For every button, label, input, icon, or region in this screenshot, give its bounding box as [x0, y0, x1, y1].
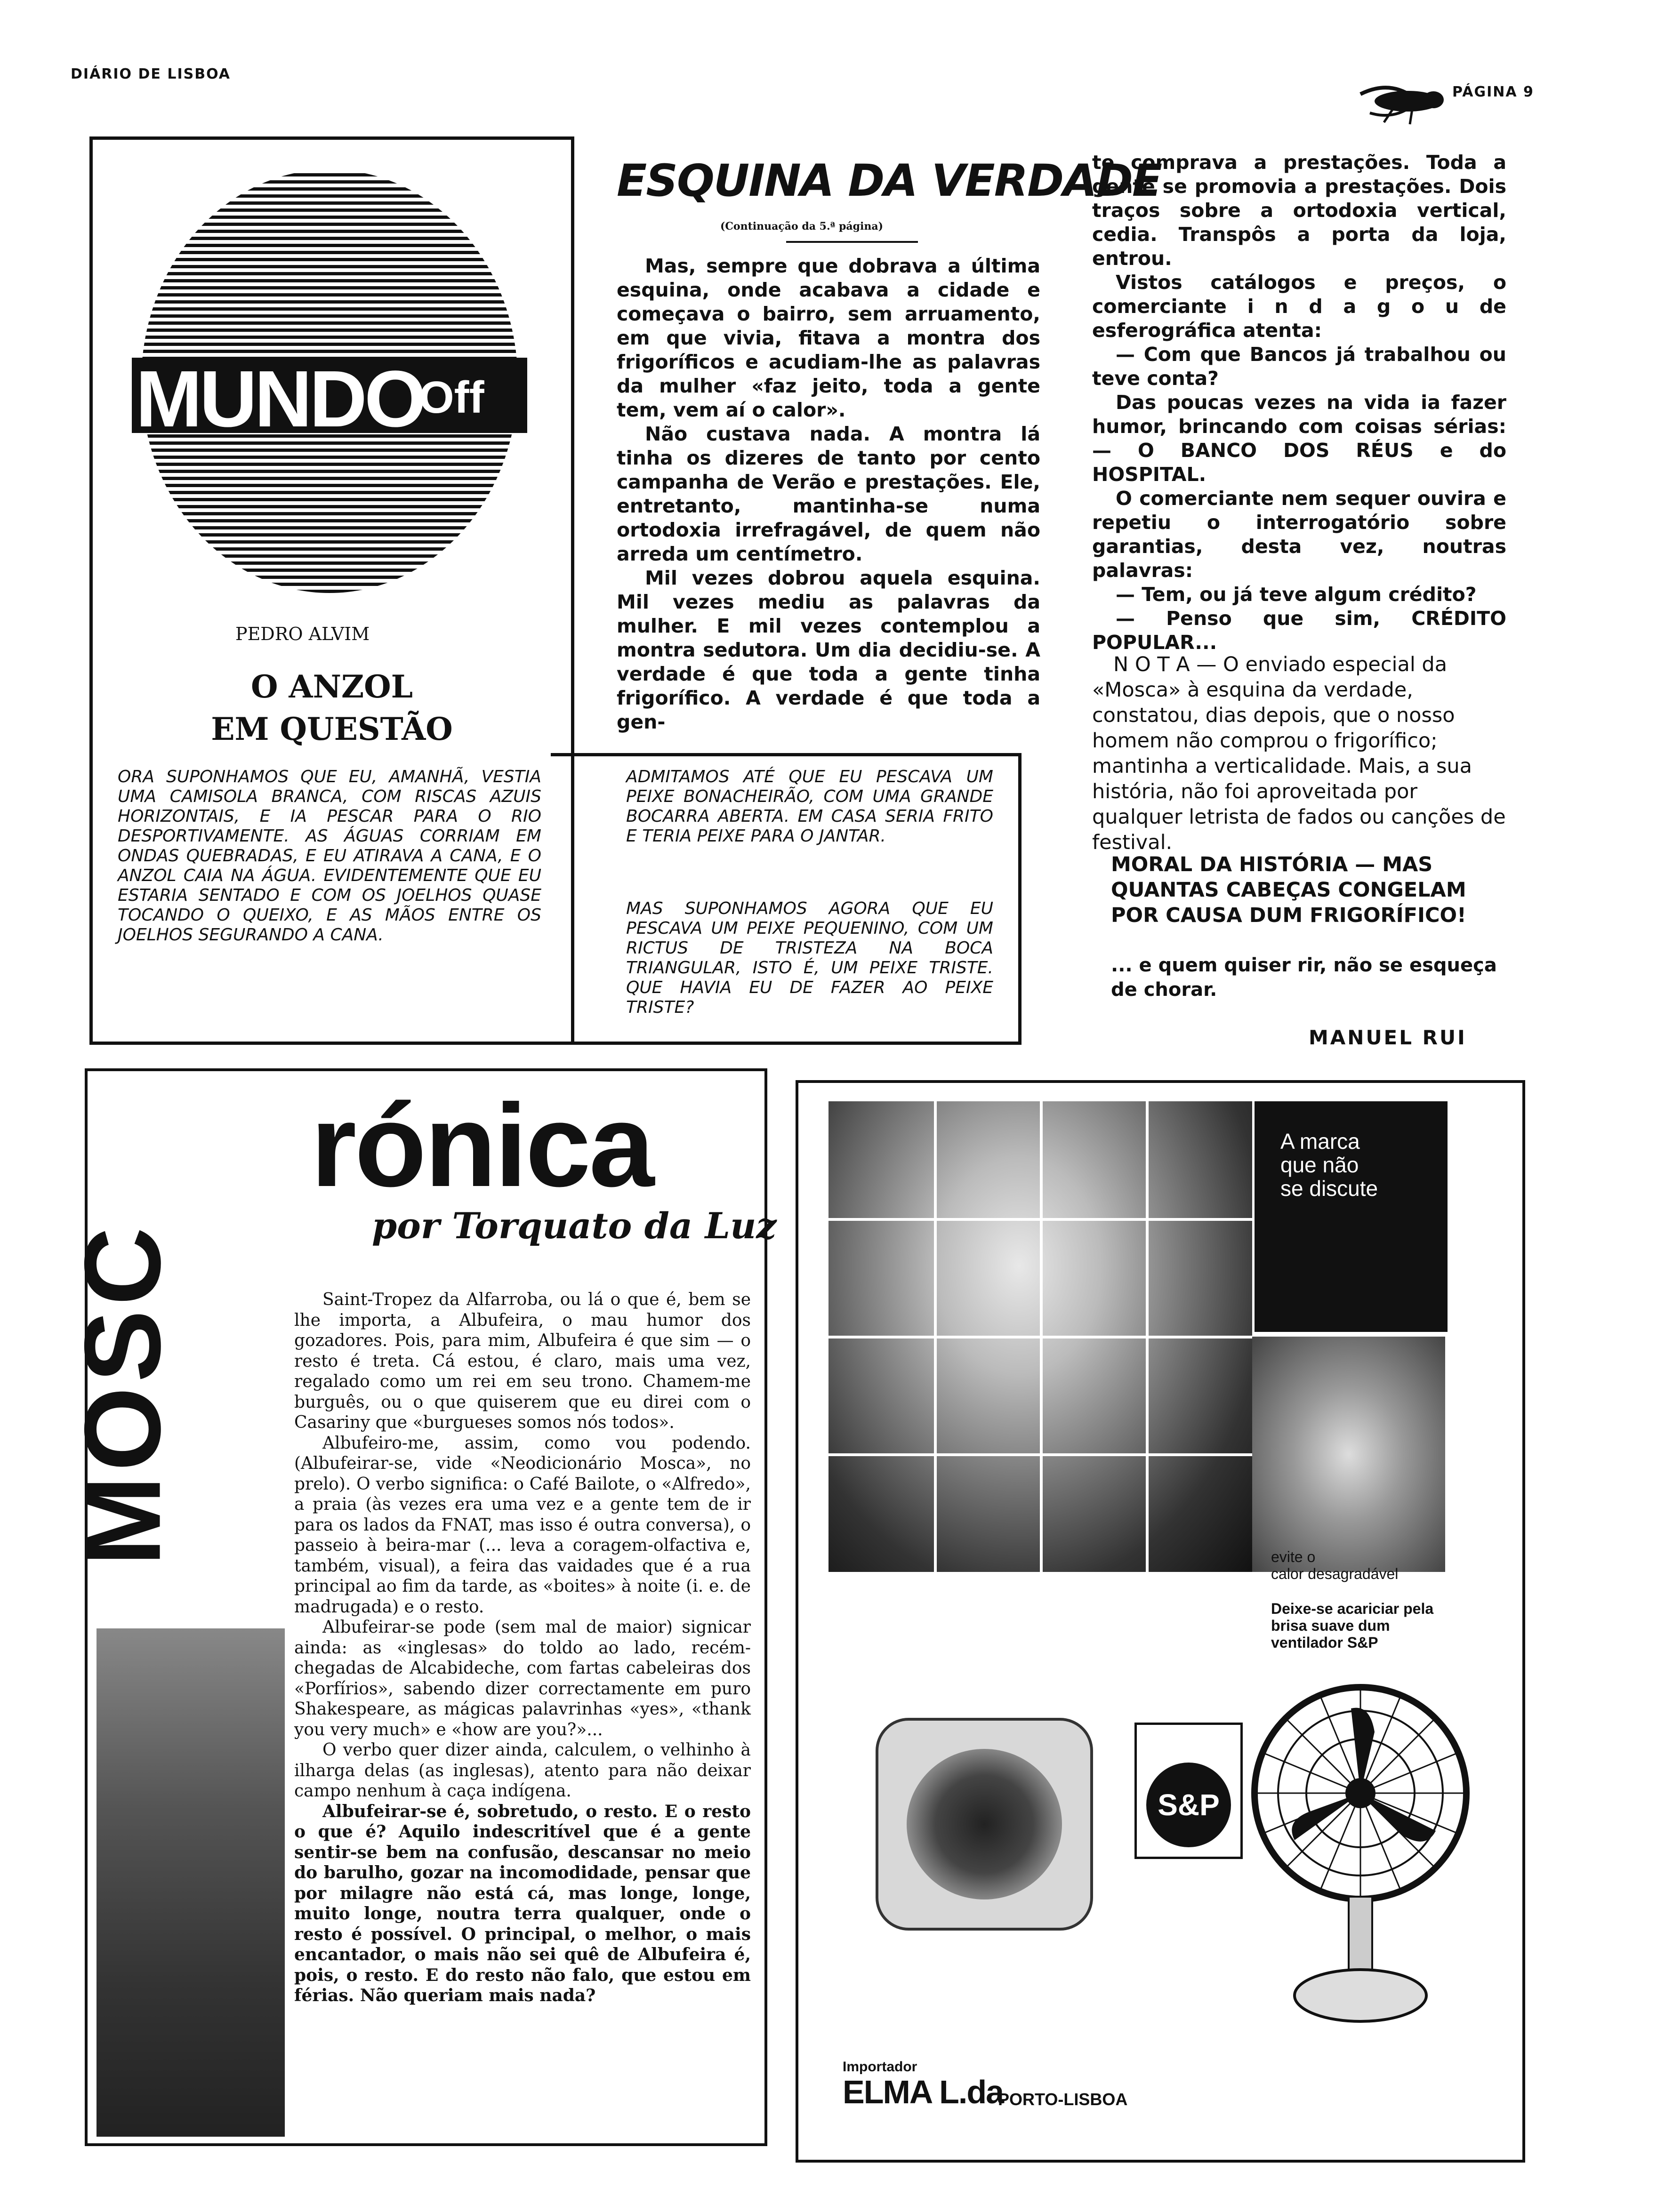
ad-caption-2 [1271, 1600, 1433, 1651]
sp-logo: S&P [1146, 1763, 1231, 1847]
ad-caption-2-line-3: ventilador S&P [1271, 1634, 1378, 1651]
ad-caption-2-line-1: Deixe-se acariciar pela [1271, 1600, 1434, 1617]
moscronica-photo [97, 1628, 285, 2137]
mundo-off-logo [132, 160, 527, 598]
ad-photo-pillow [1252, 1337, 1445, 1572]
fan-icon [1243, 1675, 1478, 2043]
page-number: PÁGINA 9 [1452, 84, 1534, 100]
fly-icon [1351, 75, 1455, 127]
moscronica-p3: Albufeirar-se pode (sem mal de maior) signicar ainda: as «inglesas» do toldo ao lado, recém-chegadas de Alcabideche, com fartas cabeleiras dos «Porfírios», sabendo dizer correctamente em puro Shakespeare, as mágicas palavrinhas «yes», «thank you very much» e «how are you?»... [294, 1618, 751, 1739]
ad-headline [1280, 1130, 1378, 1200]
mundo-off-para-3: MAS SUPONHAMOS AGORA QUE EU PESCAVA UM PEIXE PEQUENINO, COM UM RICTUS DE TRISTEZA NA BOCA TRIANGULAR, ISTO É, UM PEIXE TRISTE. QUE HAVIA EU DE FAZER AO PEIXE TRISTE? [626, 899, 993, 1017]
ad-caption-1 [1271, 1548, 1398, 1582]
importer-label: Importador [843, 2059, 917, 2075]
esquina-column-2 [1092, 151, 1506, 655]
esquina-column-1 [617, 254, 1040, 734]
logo-off: Off [419, 372, 484, 423]
esquina-col1-p3: Mil vezes dobrou aquela esquina. Mil vezes mediu as palavras da mulher. E mil vezes contemplou a montra sedutora. Um dia decidiu-se. A verdade é que toda a gente tinha frigorífico. A verdade é que toda a gen- [617, 567, 1040, 733]
esquina-moral: MORAL DA HISTÓRIA — MAS QUANTAS CABEÇAS CONGELAM POR CAUSA DUM FRIGORÍFICO! [1111, 853, 1466, 927]
ad-headline-line-1: A marca [1280, 1129, 1360, 1154]
esquina-col1-p1: Mas, sempre que dobrava a última esquina, onde acabava a cidade e começava o bairro, sem arruamento, em que vivia, fitava a montra dos frigoríficos e acudiam-lhe as palavras da mulher «faz jeito, toda a gente tem, vem aí o calor». [617, 255, 1040, 421]
publication-name: DIÁRIO DE LISBOA [71, 66, 231, 82]
mundo-off-para-1: ORA SUPONHAMOS QUE EU, AMANHÃ, VESTIA UMA CAMISOLA BRANCA, COM RISCAS AZUIS HORIZONTAIS, E IA PESCAR PARA O RIO DESPORTIVAMENTE. AS ÁGUAS CORRIAM EM ONDAS QUEBRADAS, E EU ATIRAVA A CANA, E O ANZOL CAIA NA ÁGUA. EVIDENTEMENTE QUE EU ESTARIA SENTADO E COM OS JOELHOS QUASE TOCANDO O QUEIXO, E AS MÃOS ENTRE OS JOELHOS SEGURANDO A CANA. [118, 767, 541, 945]
moscronica-title: rónica [311, 1080, 653, 1211]
ad-caption-1-line-2: calor desagradável [1271, 1565, 1399, 1582]
esquina-author: MANUEL RUI [1309, 1026, 1467, 1049]
esquina-closing: ... e quem quiser rir, não se esqueça de chorar. [1111, 954, 1497, 1001]
mundo-off-title-1: O ANZOL [250, 668, 413, 705]
moscronica-vertical-title: MOSC [62, 1222, 183, 1566]
esquina-nota: N O T A — O enviado especial da «Mosca» à esquina da verdade, constatou, dias depois, que o nosso homem não comprou o frigorífico; mantinha a verticalidade. Mais, a sua história, não foi aproveitada por qualquer letrista de fados ou canções de festival. [1092, 653, 1506, 854]
moscronica-byline: por Torquato da Luz [372, 1205, 777, 1247]
ad-caption-2-line-2: brisa suave dum [1271, 1617, 1390, 1634]
moscronica-text [294, 1290, 751, 2006]
ad-photo-woman [828, 1101, 1252, 1572]
esquina-col2-p7: — Penso que sim, CRÉDITO POPULAR... [1092, 607, 1506, 654]
mundo-off-para-2: ADMITAMOS ATÉ QUE EU PESCAVA UM PEIXE BONACHEIRÃO, COM UMA GRANDE BOCARRA ABERTA. EM CASA SERIA FRITO E TERIA PEIXE PARA O JANTAR. [626, 767, 993, 846]
ad-headline-line-2: que não [1280, 1153, 1359, 1177]
moscronica-p4: O verbo quer dizer ainda, calculem, o velhinho à ilharga delas (as inglesas), atento para não deixar campo nenhum à caça indígena. [294, 1740, 751, 1801]
mundo-off-author: PEDRO ALVIM [235, 624, 370, 644]
esquina-title: ESQUINA DA VERDADE [617, 155, 1162, 207]
importer-cities: PORTO-LISBOA [998, 2090, 1128, 2109]
ad-caption-1-line-1: evite o [1271, 1548, 1316, 1565]
esquina-col2-p6: — Tem, ou já teve algum crédito? [1116, 583, 1477, 606]
esquina-rule [786, 241, 918, 243]
esquina-col2-p5: O comerciante nem sequer ouvira e repetiu o interrogatório sobre garantias, desta vez, noutras palavras: [1092, 487, 1506, 582]
esquina-col2-p3: — Com que Bancos já trabalhou ou teve conta? [1092, 343, 1506, 390]
logo-word: MUNDO [136, 354, 424, 444]
esquina-col1-p2: Não custava nada. A montra lá tinha os dizeres de tanto por cento campanha de Verão e prestações. Ele, entretanto, mantinha-se numa ortodoxia irrefragável, de quem não arreda um centímetro. [617, 423, 1040, 565]
moscronica-p2: Albufeiro-me, assim, como vou podendo. (Albufeirar-se, vide «Neodicionário Mosca», no prelo). O verbo significa: o Café Bailote, o «Alfredo», a praia (às vezes era uma vez e a gente tem de ir para os lados da FNAT, mas isso é outra conversa), o passeio à beira-mar (... leva a coragem-olfactiva e, também, visual), a feira das vaidades que é a rua principal ao fim da tarde, as «boites» à noite (i. e. de madrugada) e o resto. [294, 1433, 751, 1617]
mundo-off-title-2: EM QUESTÃO [211, 711, 453, 747]
moscronica-p1: Saint-Tropez da Alfarroba, ou lá o que é, bem se lhe importa, a Albufeira, o mau humor dos gozadores. Pois, para mim, Albufeira é que sim — o resto é treta. Cá estou, é claro, mais uma vez, regalado como um rei em seu trono. Chamem-me burguês, ou o que quiserem que eu direi com o Casariny que «burgueses somos nós todos». [294, 1290, 751, 1432]
esquina-col2-p4: Das poucas vezes na vida ia fazer humor, brincando com coisas sérias: — O BANCO DOS RÉUS e do HOSPITAL. [1092, 391, 1506, 486]
importer-name: ELMA L.da [843, 2074, 1004, 2110]
esquina-col2-p1: te comprava a prestações. Toda a gente se promovia a prestações. Dois traços sobre a ortodoxia vertical, cedia. Transpôs a porta da loja, entrou. [1092, 151, 1506, 270]
esquina-continuation: (Continuação da 5.ª página) [720, 220, 884, 232]
moscronica-p5: Albufeirar-se é, sobretudo, o resto. E o resto o que é? Aquilo indescritível que é a gente sentir-se bem na confusão, descansar no meio do barulho, gozar na incomodidade, pensar que por milagre não está cá, mas longe, longe, muito longe, noutra terra qualquer, onde o resto é possível. O principal, o melhor, o mais encantador, o mais não sei quê de Albufeira é, pois, o resto. E do resto não falo, que estou em férias. Não queriam mais nada? [294, 1801, 751, 2005]
esquina-col2-p2: Vistos catálogos e preços, o comerciante i n d a g o u de esferográfica atenta: [1092, 271, 1506, 342]
square-fan-grille [907, 1749, 1062, 1899]
square-fan-product [876, 1718, 1093, 1931]
ad-headline-line-3: se discute [1280, 1176, 1378, 1201]
